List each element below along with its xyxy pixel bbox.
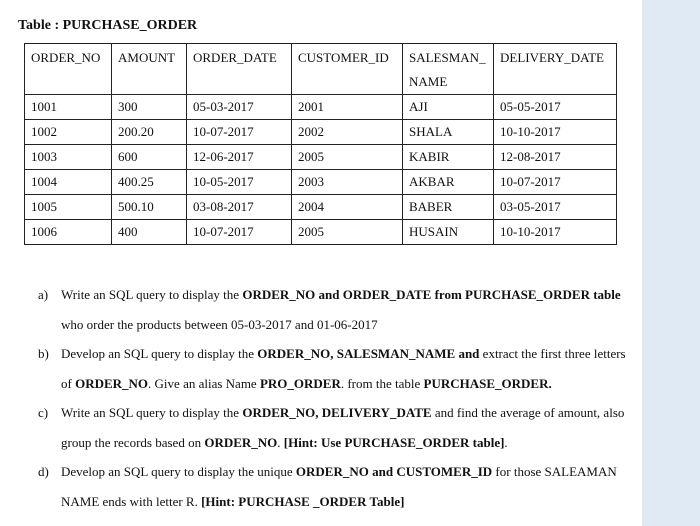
question-bold-fragment: ORDER_NO and CUSTOMER_ID [295, 464, 493, 479]
cell-salesman-name: AJI [403, 95, 494, 120]
purchase-order-table [24, 43, 617, 245]
cell-customer-id: 2003 [292, 170, 403, 195]
cell-order-no: 1002 [25, 120, 112, 145]
cell-delivery-date: 03-05-2017 [494, 195, 617, 220]
question-list [38, 280, 638, 516]
cell-customer-id: 2005 [292, 220, 403, 245]
question-item [38, 398, 638, 457]
table-row [25, 95, 617, 120]
right-margin-strip [642, 0, 700, 526]
header-order-no: ORDER_NO [25, 44, 112, 95]
cell-order-date: 10-07-2017 [187, 220, 292, 245]
cell-order-no: 1003 [25, 145, 112, 170]
question-fragment: and find the average of amount, also group the records based on [61, 405, 625, 450]
question-fragment: for those SALEAMAN NAME ends with letter R. [61, 464, 617, 509]
cell-salesman-name: SHALA [403, 120, 494, 145]
cell-order-date: 10-07-2017 [187, 120, 292, 145]
header-customer-id: CUSTOMER_ID [292, 44, 403, 95]
question-label: c) [38, 405, 49, 420]
table-row [25, 120, 617, 145]
question-label: b) [38, 346, 49, 361]
cell-customer-id: 2004 [292, 195, 403, 220]
table-row [25, 145, 617, 170]
cell-delivery-date: 05-05-2017 [494, 95, 617, 120]
cell-order-no: 1006 [25, 220, 112, 245]
question-bold-fragment: ORDER_NO [204, 434, 278, 450]
cell-amount: 400.25 [112, 170, 187, 195]
question-text [61, 398, 638, 457]
question-bold-fragment: ORDER_NO, SALESMAN_NAME and [257, 346, 480, 361]
cell-salesman-name: BABER [403, 195, 494, 220]
table-row [25, 170, 617, 195]
question-fragment: . from the table [340, 375, 424, 391]
question-text [61, 339, 638, 398]
cell-order-date: 12-06-2017 [187, 145, 292, 170]
cell-salesman-name: HUSAIN [403, 220, 494, 245]
question-text [61, 280, 638, 339]
table-header-row [25, 44, 617, 95]
question-bold-fragment: PURCHASE_ORDER. [423, 375, 552, 391]
header-amount: AMOUNT [112, 44, 187, 95]
question-label: a) [38, 287, 49, 302]
cell-amount: 400 [112, 220, 187, 245]
question-fragment: Develop an SQL query to display the unique [61, 464, 296, 479]
header-order-date: ORDER_DATE [187, 44, 292, 95]
table-row [25, 195, 617, 220]
cell-delivery-date: 10-10-2017 [494, 120, 617, 145]
cell-salesman-name: AKBAR [403, 170, 494, 195]
page-title: Table : PURCHASE_ORDER [18, 18, 198, 33]
cell-order-no: 1004 [25, 170, 112, 195]
cell-order-date: 10-05-2017 [187, 170, 292, 195]
question-bold-fragment: ORDER_NO [75, 375, 149, 391]
cell-amount: 600 [112, 145, 187, 170]
cell-customer-id: 2001 [292, 95, 403, 120]
question-bold-fragment: PRO_ORDER [259, 375, 341, 391]
question-item [38, 339, 638, 398]
question-label: d) [38, 464, 49, 479]
question-bold-fragment: ORDER_NO and ORDER_DATE from PURCHASE_ORDER table [242, 287, 621, 302]
cell-delivery-date: 10-07-2017 [494, 170, 617, 195]
question-fragment: who order the products between 05-03-2017 and 01-06-2017 [61, 316, 378, 332]
cell-order-no: 1001 [25, 95, 112, 120]
question-bold-fragment: [Hint: Use PURCHASE_ORDER table] [283, 434, 505, 450]
cell-salesman-name: KABIR [403, 145, 494, 170]
question-fragment: . [504, 434, 508, 450]
question-item [38, 280, 638, 339]
cell-delivery-date: 12-08-2017 [494, 145, 617, 170]
cell-delivery-date: 10-10-2017 [494, 220, 617, 245]
question-fragment: Write an SQL query to display the [61, 287, 243, 302]
question-text [61, 457, 638, 516]
table-row [25, 220, 617, 245]
question-item [38, 457, 638, 516]
header-salesman-name: SALESMAN_ NAME [403, 44, 494, 95]
cell-customer-id: 2002 [292, 120, 403, 145]
header-delivery-date: DELIVERY_DATE [494, 44, 617, 95]
cell-order-date: 05-03-2017 [187, 95, 292, 120]
question-fragment: . [277, 434, 284, 450]
question-fragment: . Give an alias Name [148, 375, 260, 391]
cell-amount: 500.10 [112, 195, 187, 220]
cell-customer-id: 2005 [292, 145, 403, 170]
question-bold-fragment: [Hint: PURCHASE _ORDER Table] [201, 493, 405, 509]
cell-amount: 200.20 [112, 120, 187, 145]
question-bold-fragment: ORDER_NO, DELIVERY_DATE [242, 405, 432, 420]
cell-order-no: 1005 [25, 195, 112, 220]
question-fragment: extract the first three letters of [61, 346, 626, 391]
question-fragment: Develop an SQL query to display the [61, 346, 258, 361]
cell-amount: 300 [112, 95, 187, 120]
question-fragment: Write an SQL query to display the [61, 405, 243, 420]
cell-order-date: 03-08-2017 [187, 195, 292, 220]
